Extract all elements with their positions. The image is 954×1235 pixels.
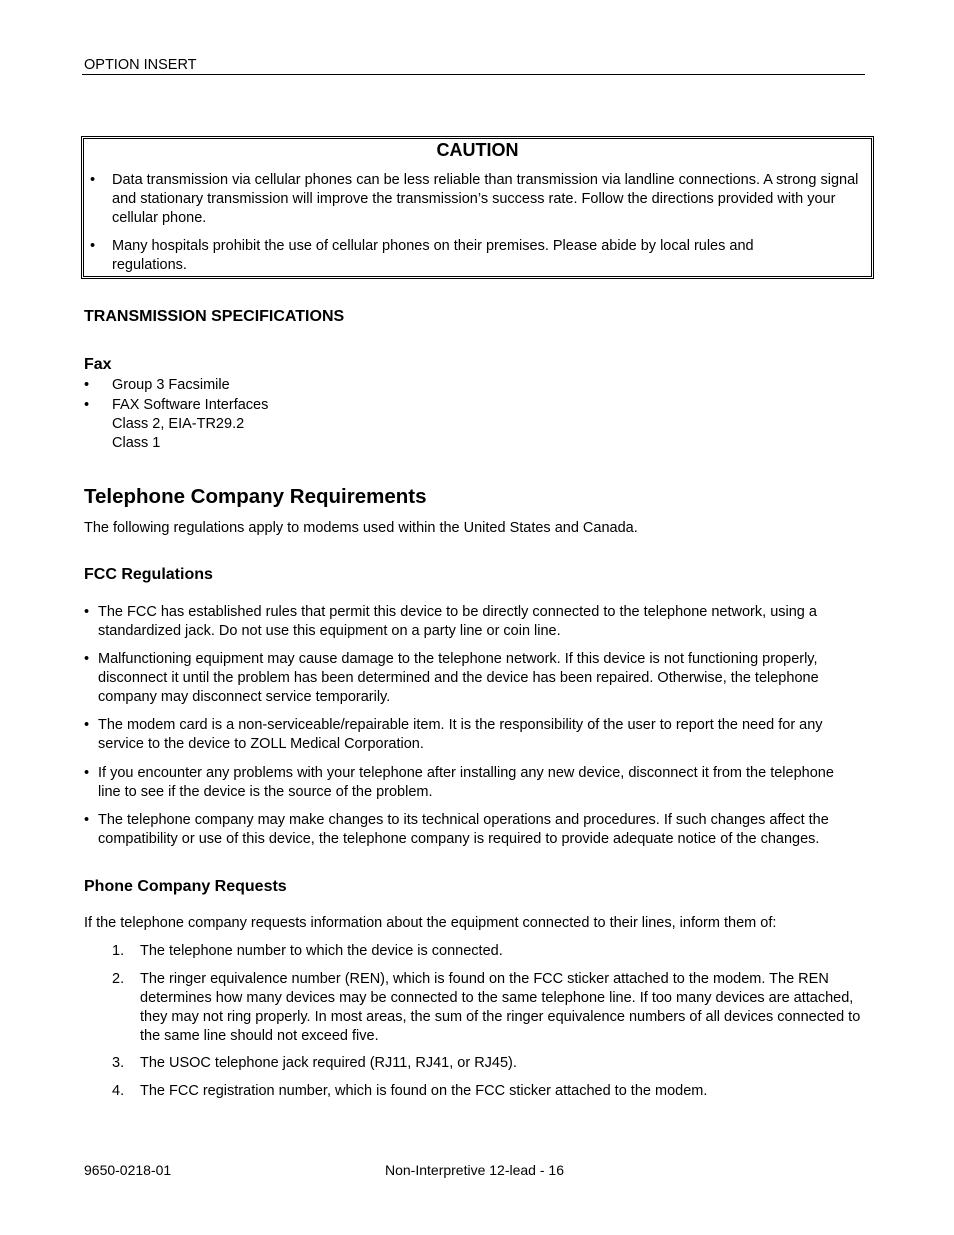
fcc-item: [84, 811, 869, 849]
telephone-intro: The following regulations apply to modems used within the United States and Canada.: [84, 520, 638, 536]
fax-item-label: Group 3 Facsimile: [112, 377, 230, 393]
fcc-item: [84, 603, 869, 641]
bullet-icon: •: [84, 397, 90, 413]
caution-item-text: Data transmission via cellular phones can be less reliable than transmission via landline connections. A strong signal and stationary transmission will improve the transmission’s success rate. Follow the directions provided with your cellular phone.: [112, 172, 859, 226]
request-item-text: The telephone number to which the device is connected.: [140, 943, 503, 959]
request-item-number: 3.: [112, 1055, 125, 1071]
fax-item: [84, 396, 268, 453]
telephone-heading: Telephone Company Requirements: [84, 485, 427, 508]
request-item-text: The ringer equivalence number (REN), which is found on the FCC sticker attached to the modem. The REN determines how many devices may be connected to the same telephone line. If too many devices are attached, they may not ring properly. In most areas, the sum of the ringer equivalence numbers of all devices connected to the same line should not exceed five.: [140, 971, 861, 1044]
running-header: OPTION INSERT: [84, 57, 197, 73]
fax-subitem: Class 1: [112, 435, 161, 451]
bullet-icon: •: [84, 604, 90, 620]
fax-item: [84, 376, 230, 395]
request-item-number: 2.: [112, 971, 125, 987]
footer-page-label: Non-Interpretive 12-lead - 16: [385, 1162, 564, 1178]
bullet-icon: •: [90, 238, 96, 254]
request-item-number: 1.: [112, 943, 125, 959]
caution-title: CAUTION: [436, 140, 519, 160]
caution-item: [90, 171, 860, 228]
request-item-text: The FCC registration number, which is found on the FCC sticker attached to the modem.: [140, 1083, 708, 1099]
fax-item-label: FAX Software Interfaces: [112, 397, 269, 413]
request-item-text: The USOC telephone jack required (RJ11, RJ41, or RJ45).: [140, 1055, 517, 1071]
fcc-item-text: The modem card is a non-serviceable/repairable item. It is the responsibility of the user to report the need for any service to the device to ZOLL Medical Corporation.: [98, 717, 823, 752]
fcc-item: [84, 650, 869, 707]
request-item: [112, 1082, 862, 1101]
bullet-icon: •: [84, 812, 90, 828]
fax-heading: Fax: [84, 356, 112, 373]
bullet-icon: •: [84, 377, 90, 393]
request-item: [112, 970, 862, 1046]
caution-item: [90, 237, 860, 275]
request-item-number: 4.: [112, 1083, 125, 1099]
fcc-item: [84, 764, 869, 802]
transmission-heading: TRANSMISSION SPECIFICATIONS: [84, 308, 345, 325]
fcc-heading: FCC Regulations: [84, 566, 213, 583]
fax-subitem: Class 2, EIA-TR29.2: [112, 416, 245, 432]
request-item: [112, 1054, 862, 1073]
caution-item-text: Many hospitals prohibit the use of cellular phones on their premises. Please abide by local rules and regulations.: [112, 238, 754, 273]
caution-title-wrap: [0, 140, 954, 161]
fcc-item-text: Malfunctioning equipment may cause damage to the telephone network. If this device is not functioning properly, disconnect it until the problem has been determined and the device has been repaired. Otherwise, the telephone company may disconnect service temporarily.: [98, 651, 819, 705]
bullet-icon: •: [84, 717, 90, 733]
requests-intro: If the telephone company requests information about the equipment connected to their lines, inform them of:: [84, 915, 777, 931]
footer-doc-number: 9650-0218-01: [84, 1162, 172, 1178]
request-item: [112, 942, 862, 961]
fcc-item-text: The FCC has established rules that permit this device to be directly connected to the telephone network, using a standardized jack. Do not use this equipment on a party line or coin line.: [98, 604, 817, 639]
header-rule: [82, 74, 865, 75]
bullet-icon: •: [84, 651, 90, 667]
bullet-icon: •: [90, 172, 96, 188]
bullet-icon: •: [84, 765, 90, 781]
fcc-item-text: If you encounter any problems with your telephone after installing any new device, disconnect it from the telephone line to see if the device is the source of the problem.: [98, 765, 834, 800]
requests-heading: Phone Company Requests: [84, 878, 287, 895]
fcc-item: [84, 716, 869, 754]
fcc-item-text: The telephone company may make changes to its technical operations and procedures. If such changes affect the compatibility or use of this device, the telephone company is required to provide adequate notice of the changes.: [98, 812, 829, 847]
